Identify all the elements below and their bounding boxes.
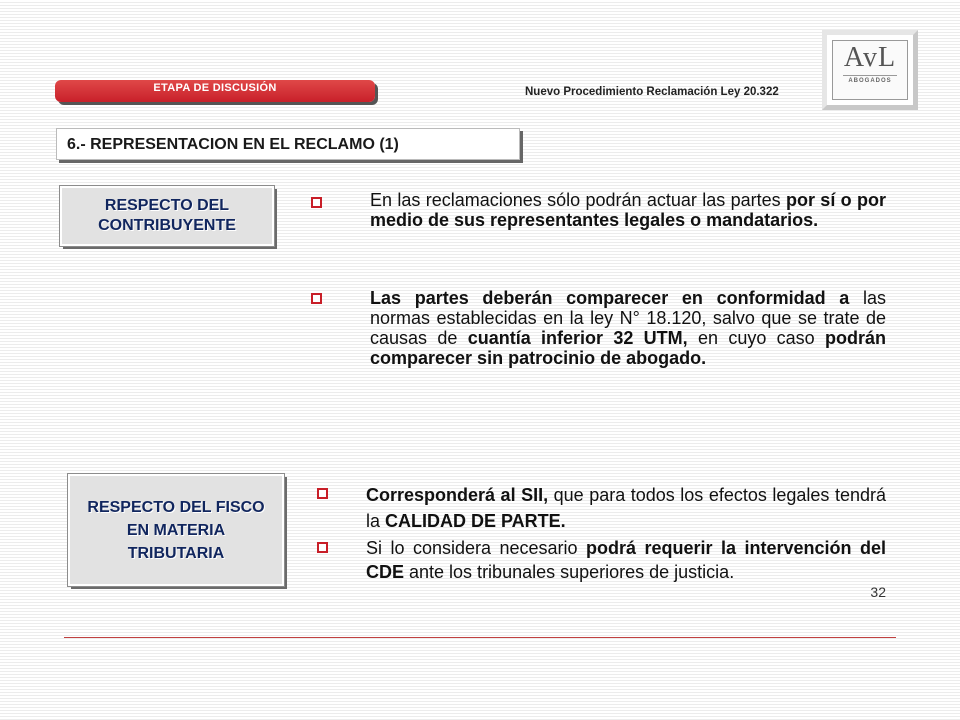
bullet-text-bold: CALIDAD DE PARTE.	[385, 511, 566, 531]
section-title: 6.- REPRESENTACION EN EL RECLAMO (1)	[56, 128, 520, 160]
bullet-fisco-1	[366, 482, 886, 534]
bullet-text-bold: cuantía inferior 32 UTM,	[467, 328, 688, 348]
bullet-square-icon	[311, 293, 322, 304]
footer-divider	[64, 637, 896, 638]
box-fisco	[68, 474, 284, 586]
bullet-contribuyente-2	[370, 288, 886, 368]
bullet-text: que para todos los efectos legales tendrá la	[366, 485, 886, 531]
bullet-square-icon	[317, 542, 328, 553]
firm-logo	[822, 30, 918, 110]
bullet-text: Si lo considera necesario	[366, 538, 587, 558]
bullet-text-bold: podrán comparecer sin patrocinio de abogado.	[370, 328, 886, 368]
header-subtitle: Nuevo Procedimiento Reclamación Ley 20.322	[525, 86, 779, 98]
bullet-fisco-2	[366, 536, 886, 584]
bullet-text-bold: podrá requerir la intervención del CDE	[366, 538, 886, 582]
box-contribuyente-label: RESPECTO DEL CONTRIBUYENTE	[98, 197, 236, 234]
bullet-text: en cuyo caso	[687, 328, 825, 348]
bullet-square-icon	[311, 197, 322, 208]
logo-subtext: ABOGADOS	[843, 75, 897, 84]
bullet-text-bold: Las partes deberán comparecer en conformidad a	[370, 288, 850, 308]
box-fisco-label: RESPECTO DEL FISCO EN MATERIA TRIBUTARIA	[87, 498, 265, 562]
logo-text: AvL	[843, 42, 897, 73]
bullet-text: las normas establecidas en la ley N° 18.120, salvo que se trate de causas de	[370, 288, 886, 348]
box-contribuyente	[60, 186, 274, 246]
bullet-text-bold: Corresponderá al SII,	[366, 485, 549, 505]
bullet-square-icon	[317, 488, 328, 499]
bullet-contribuyente-1	[370, 190, 886, 230]
stage-badge: ETAPA DE DISCUSIÓN	[55, 80, 375, 102]
logo-inner	[832, 40, 908, 100]
bullet-text: En las reclamaciones sólo podrán actuar las partes	[370, 190, 786, 210]
page-number: 32	[870, 584, 886, 600]
bullet-text: ante los tribunales superiores de justicia.	[404, 562, 735, 582]
bullet-text-bold: por sí o por medio de sus representantes legales o mandatarios.	[370, 190, 886, 230]
